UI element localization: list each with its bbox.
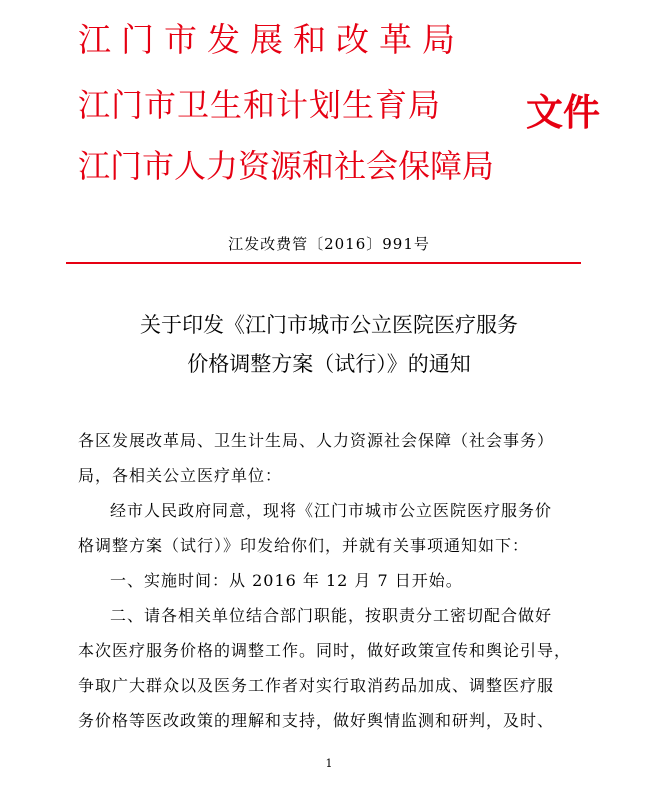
header-divider bbox=[66, 262, 581, 264]
document-number: 江发改费管〔2016〕991号 bbox=[228, 235, 430, 253]
body-paragraph-line: 格调整方案（试行）》印发给你们，并就有关事项通知如下： bbox=[78, 536, 530, 555]
body-paragraph-line: 经市人民政府同意，现将《江门市城市公立医院医疗服务价 bbox=[110, 501, 553, 520]
body-paragraph-line: 二、请各相关单位结合部门职能，按职责分工密切配合做好 bbox=[110, 606, 553, 625]
addressee-line-2: 局，各相关公立医疗单位： bbox=[78, 466, 283, 485]
issuer-name-human-resources: 江门市人力资源和社会保障局 bbox=[78, 147, 495, 185]
document-title-line-2: 价格调整方案（试行）》的通知 bbox=[187, 352, 471, 376]
body-paragraph-line: 一、实施时间：从 2016 年 12 月 7 日开始。 bbox=[110, 571, 463, 590]
document-label: 文件 bbox=[526, 91, 600, 134]
body-paragraph-line: 本次医疗服务价格的调整工作。同时，做好政策宣传和舆论引导， bbox=[78, 641, 572, 660]
issuer-name-health-planning: 江门市卫生和计划生育局 bbox=[78, 86, 442, 124]
page-number: 1 bbox=[325, 757, 333, 770]
addressee-line-1: 各区发展改革局、卫生计生局、人力资源社会保障（社会事务） bbox=[78, 431, 555, 450]
body-paragraph-line: 务价格等医改政策的理解和支持，做好舆情监测和研判，及时、 bbox=[78, 711, 555, 730]
document-title-line-1: 关于印发《江门市城市公立医院医疗服务 bbox=[140, 313, 518, 337]
issuer-name-development-reform: 江门市发展和改革局 bbox=[78, 20, 465, 59]
body-paragraph-line: 争取广大群众以及医务工作者对实行取消药品加成、调整医疗服 bbox=[78, 676, 555, 695]
